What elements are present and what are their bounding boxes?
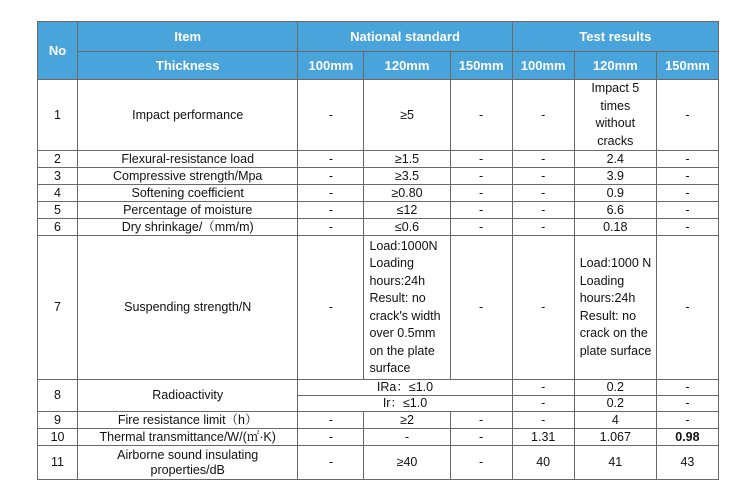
cell-tr-120: 0.9 <box>574 185 656 202</box>
header-ns-100mm: 100mm <box>298 52 364 80</box>
row-item: Radioactivity <box>78 380 298 412</box>
table-row <box>38 185 719 202</box>
cell-tr-100: - <box>512 151 574 168</box>
cell-ns-150: - <box>450 185 512 202</box>
cell-tr-150: - <box>656 380 718 396</box>
cell-tr-120: 1.067 <box>574 429 656 446</box>
cell-ns-merged: IRa：≤1.0 <box>298 380 512 396</box>
cell-ns-120: Load:1000N Loading hours:24h Result: no crack's width over 0.5mm on the plate surface <box>364 236 450 380</box>
cell-ns-merged: Ir：≤1.0 <box>298 396 512 412</box>
cell-ns-120: - <box>364 429 450 446</box>
cell-tr-120: 41 <box>574 446 656 480</box>
cell-tr-100: - <box>512 80 574 151</box>
cell-ns-100: - <box>298 429 364 446</box>
cell-tr-120: 2.4 <box>574 151 656 168</box>
row-item: Airborne sound insulating properties/dB <box>78 446 298 480</box>
cell-ns-100: - <box>298 446 364 480</box>
cell-tr-120: 0.2 <box>574 396 656 412</box>
header-ns-150mm: 150mm <box>450 52 512 80</box>
row-item: Flexural-resistance load <box>78 151 298 168</box>
header-ns-120mm: 120mm <box>364 52 450 80</box>
cell-ns-120: ≥3.5 <box>364 168 450 185</box>
row-no: 11 <box>38 446 78 480</box>
cell-tr-100: - <box>512 185 574 202</box>
cell-tr-150: - <box>656 185 718 202</box>
cell-tr-100: - <box>512 380 574 396</box>
row-no: 6 <box>38 219 78 236</box>
cell-ns-100: - <box>298 236 364 380</box>
cell-tr-100: - <box>512 396 574 412</box>
cell-tr-150: 43 <box>656 446 718 480</box>
cell-ns-150: - <box>450 236 512 380</box>
cell-tr-100: 40 <box>512 446 574 480</box>
table-row <box>38 202 719 219</box>
row-no: 1 <box>38 80 78 151</box>
header-tr-120mm: 120mm <box>574 52 656 80</box>
cell-ns-100: - <box>298 202 364 219</box>
cell-tr-150: - <box>656 80 718 151</box>
cell-tr-120: 0.18 <box>574 219 656 236</box>
cell-tr-120: 4 <box>574 412 656 429</box>
cell-tr-150: - <box>656 236 718 380</box>
row-no: 3 <box>38 168 78 185</box>
cell-tr-100: - <box>512 219 574 236</box>
header-row-2 <box>38 52 719 80</box>
cell-tr-100: - <box>512 412 574 429</box>
cell-ns-120: ≥2 <box>364 412 450 429</box>
cell-tr-150: - <box>656 168 718 185</box>
row-item: Softening coefficient <box>78 185 298 202</box>
header-test-results: Test results <box>512 22 718 52</box>
cell-tr-100: - <box>512 168 574 185</box>
cell-ns-120: ≥1.5 <box>364 151 450 168</box>
cell-ns-120: ≤12 <box>364 202 450 219</box>
row-item: Impact performance <box>78 80 298 151</box>
cell-ns-100: - <box>298 219 364 236</box>
cell-tr-100: 1.31 <box>512 429 574 446</box>
cell-tr-150: - <box>656 396 718 412</box>
cell-ns-150: - <box>450 151 512 168</box>
table-row <box>38 168 719 185</box>
row-item: Compressive strength/Mpa <box>78 168 298 185</box>
cell-ns-100: - <box>298 185 364 202</box>
row-no: 7 <box>38 236 78 380</box>
table-row <box>38 151 719 168</box>
cell-ns-120: ≥40 <box>364 446 450 480</box>
table-row <box>38 412 719 429</box>
cell-ns-150: - <box>450 412 512 429</box>
cell-tr-150: 0.98 <box>656 429 718 446</box>
cell-ns-150: - <box>450 219 512 236</box>
table-row <box>38 219 719 236</box>
cell-ns-100: - <box>298 80 364 151</box>
cell-ns-150: - <box>450 429 512 446</box>
row-item: Suspending strength/N <box>78 236 298 380</box>
table-row <box>38 80 719 151</box>
row-no: 5 <box>38 202 78 219</box>
cell-ns-150: - <box>450 80 512 151</box>
cell-tr-150: - <box>656 219 718 236</box>
table-row <box>38 380 719 396</box>
cell-ns-100: - <box>298 168 364 185</box>
cell-ns-150: - <box>450 446 512 480</box>
cell-ns-120: ≥5 <box>364 80 450 151</box>
header-national-standard: National standard <box>298 22 512 52</box>
header-thickness: Thickness <box>78 52 298 80</box>
cell-tr-100: - <box>512 202 574 219</box>
row-no: 9 <box>38 412 78 429</box>
row-item: Percentage of moisture <box>78 202 298 219</box>
cell-tr-120: 0.2 <box>574 380 656 396</box>
table-row <box>38 429 719 446</box>
header-no: No <box>38 22 78 80</box>
cell-tr-120: 3.9 <box>574 168 656 185</box>
cell-tr-120: 6.6 <box>574 202 656 219</box>
cell-ns-100: - <box>298 151 364 168</box>
header-tr-100mm: 100mm <box>512 52 574 80</box>
cell-tr-120: Impact 5 times without cracks <box>574 80 656 151</box>
row-item: Dry shrinkage/（mm/m) <box>78 219 298 236</box>
table-row <box>38 236 719 380</box>
cell-ns-120: ≥0.80 <box>364 185 450 202</box>
row-no: 8 <box>38 380 78 412</box>
header-item: Item <box>78 22 298 52</box>
header-tr-150mm: 150mm <box>656 52 718 80</box>
cell-tr-150: - <box>656 151 718 168</box>
header-row-1 <box>38 22 719 52</box>
cell-tr-100: - <box>512 236 574 380</box>
row-item: Thermal transmittance/W/(㎡·K) <box>78 429 298 446</box>
table-row <box>38 446 719 480</box>
cell-tr-150: - <box>656 202 718 219</box>
test-results-table <box>37 21 719 480</box>
cell-ns-150: - <box>450 202 512 219</box>
cell-tr-120: Load:1000 N Loading hours:24h Result: no crack on the plate surface <box>574 236 656 380</box>
row-no: 10 <box>38 429 78 446</box>
row-item: Fire resistance limit（h） <box>78 412 298 429</box>
cell-ns-120: ≤0.6 <box>364 219 450 236</box>
cell-ns-150: - <box>450 168 512 185</box>
cell-ns-100: - <box>298 412 364 429</box>
cell-tr-150: - <box>656 412 718 429</box>
row-no: 4 <box>38 185 78 202</box>
row-no: 2 <box>38 151 78 168</box>
